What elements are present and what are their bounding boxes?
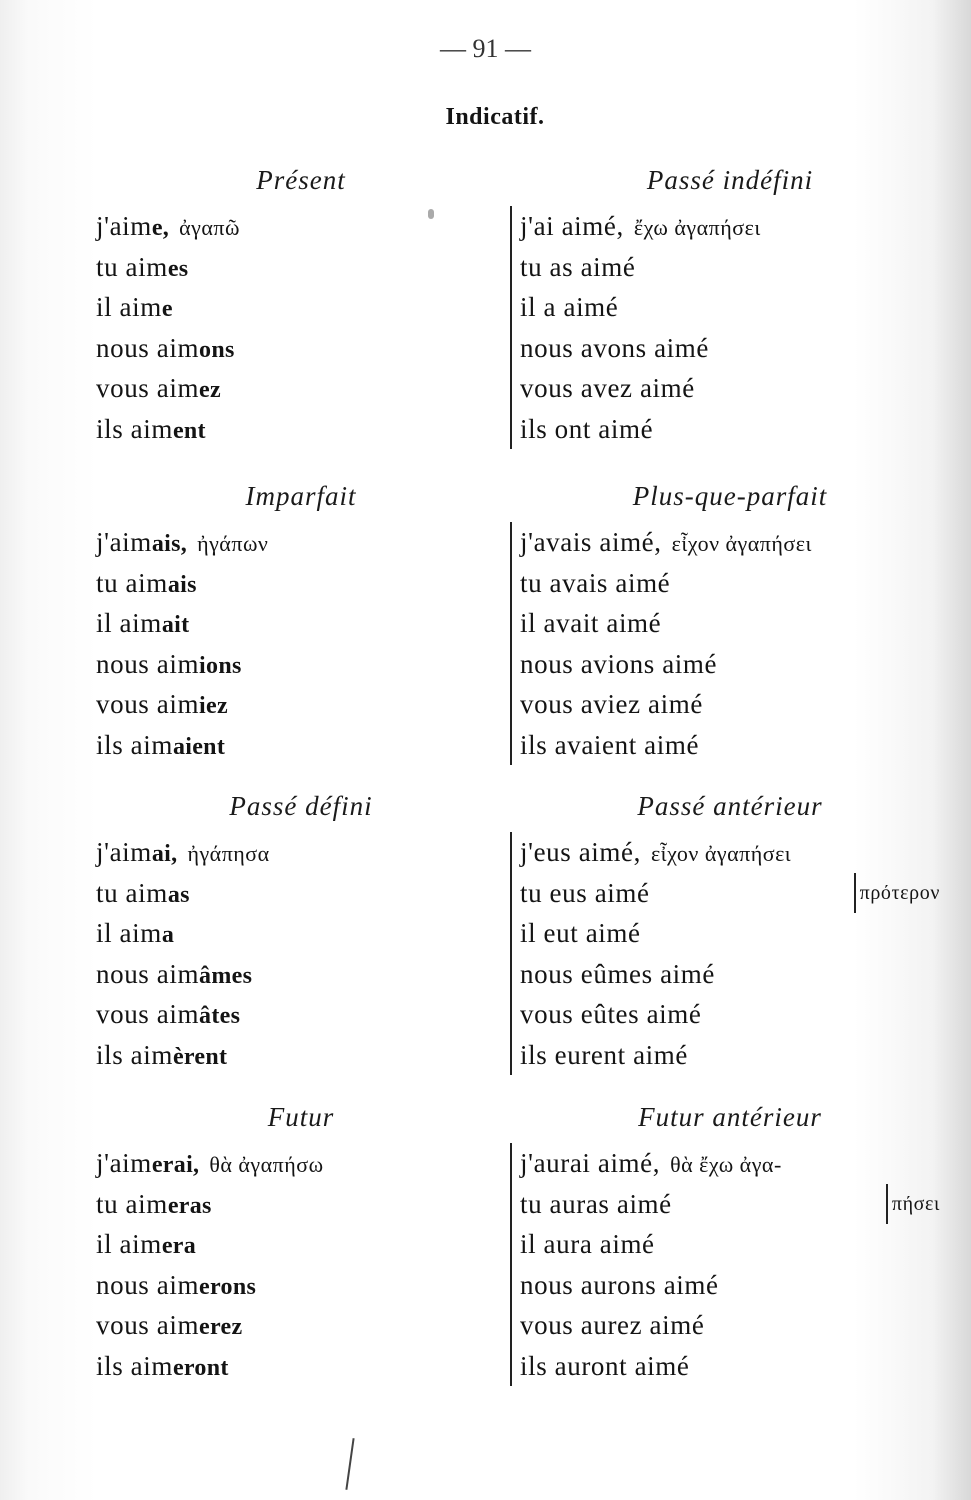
tense-section: [96, 1097, 466, 1386]
conjugation-line: [96, 287, 466, 328]
conjugation-line: [520, 832, 950, 873]
greek-translation: ἠγάπησα: [187, 841, 270, 866]
verb-stem: tu aim: [96, 1188, 168, 1219]
greek-translation: εἶχον ἀγαπήσει: [650, 841, 792, 866]
greek-translation: θὰ ἔχω ἀγα-: [670, 1152, 782, 1177]
conjugation-line: [520, 247, 950, 288]
conjugation-lines: [510, 206, 950, 449]
conjugation-line: [96, 684, 466, 725]
greek-continuation: πρότερον: [854, 873, 940, 914]
verb-form: tu avais aimé: [520, 567, 671, 598]
conjugation-line: [520, 1224, 950, 1265]
verb-stem: j'aim: [96, 837, 152, 867]
verb-form: nous avions aimé: [520, 648, 718, 679]
verb-stem: j'aim: [96, 527, 152, 557]
verb-form: j'aurai aimé,: [520, 1148, 661, 1178]
conjugation-line: [96, 247, 466, 288]
verb-ending: iez: [199, 693, 228, 719]
verb-form: vous avez aimé: [520, 373, 695, 403]
greek-continuation: πήσει: [886, 1184, 940, 1225]
conjugation-line: [96, 1224, 466, 1265]
conjugation-line: [520, 994, 950, 1035]
tense-section: [96, 476, 466, 765]
conjugation-line: [520, 873, 950, 914]
verb-ending: ons: [199, 336, 235, 363]
conjugation-line: [520, 954, 950, 995]
conjugation-line: [520, 684, 950, 725]
tense-title: Plus-que-parfait: [632, 481, 828, 511]
tense-section: [510, 160, 950, 449]
verb-stem: il aim: [96, 292, 162, 322]
verb-form: nous eûmes aimé: [520, 958, 715, 989]
conjugation-line: [520, 913, 950, 954]
page-number: — 91 —: [440, 34, 531, 63]
verb-form: nous avons aimé: [520, 332, 709, 363]
verb-form: vous aviez aimé: [520, 689, 703, 719]
verb-stem: ils aim: [96, 1350, 173, 1381]
conjugation-line: [96, 603, 466, 644]
conjugation-line: [96, 1035, 466, 1076]
tense-title: Passé indéfini: [646, 165, 814, 195]
verb-form: j'eus aimé,: [520, 837, 641, 867]
verb-ending: ions: [199, 652, 242, 679]
verb-form: il eut aimé: [520, 918, 641, 948]
verb-stem: tu aim: [96, 567, 168, 598]
verb-stem: ils aim: [96, 1039, 173, 1070]
conjugation-line: [520, 603, 950, 644]
verb-ending: ais,: [151, 531, 188, 557]
greek-translation: ἔχω ἀγαπήσει: [633, 215, 761, 240]
verb-form: vous eûtes aimé: [520, 999, 702, 1029]
conjugation-line: [96, 1265, 466, 1306]
verb-ending: erai,: [151, 1152, 200, 1178]
verb-ending: era: [161, 1233, 197, 1259]
verb-stem: ils aim: [96, 413, 173, 444]
verb-ending: aient: [172, 733, 226, 760]
conjugation-line: [520, 287, 950, 328]
verb-form: il aura aimé: [520, 1229, 655, 1259]
verb-ending: ez: [199, 377, 221, 403]
greek-translation: θὰ ἀγαπήσω: [209, 1152, 324, 1177]
verb-form: ils ont aimé: [520, 413, 654, 444]
tense-title: Imparfait: [245, 481, 357, 511]
verb-ending: ait: [161, 612, 190, 638]
verb-stem: vous aim: [96, 999, 200, 1029]
verb-ending: es: [167, 255, 189, 282]
conjugation-lines: [96, 522, 466, 765]
conjugation-line: [520, 206, 950, 247]
verb-form: tu as aimé: [520, 251, 636, 282]
verb-stem: j'aim: [96, 1148, 152, 1178]
verb-form: ils auront aimé: [520, 1350, 690, 1381]
verb-stem: ils aim: [96, 729, 173, 760]
conjugation-line: [520, 644, 950, 685]
conjugation-line: [96, 832, 466, 873]
verb-ending: erez: [199, 1314, 243, 1340]
verb-form: ils eurent aimé: [520, 1039, 688, 1070]
verb-ending: as: [167, 881, 190, 908]
verb-ending: ai,: [151, 841, 178, 867]
conjugation-line: [520, 563, 950, 604]
greek-translation: ἠγάπων: [197, 531, 269, 556]
conjugation-lines: [510, 1143, 950, 1386]
verb-stem: j'aim: [96, 211, 152, 241]
conjugation-line: [96, 644, 466, 685]
conjugation-line: [520, 409, 950, 450]
verb-stem: il aim: [96, 918, 162, 948]
tense-title: Passé défini: [229, 791, 373, 821]
paper-speck: [428, 209, 434, 219]
greek-translation: ἀγαπῶ: [179, 215, 240, 240]
conjugation-line: [96, 409, 466, 450]
conjugation-line: [96, 522, 466, 563]
conjugation-line: [520, 1305, 950, 1346]
conjugation-line: [520, 1035, 950, 1076]
conjugation-line: [96, 913, 466, 954]
conjugation-line: [520, 1143, 950, 1184]
conjugation-line: [96, 873, 466, 914]
verb-ending: eront: [172, 1354, 229, 1381]
verb-stem: nous aim: [96, 1269, 200, 1300]
tense-title: Futur: [267, 1102, 335, 1132]
verb-ending: âmes: [199, 962, 253, 989]
tense-section: [96, 786, 466, 1075]
tense-section: [510, 786, 950, 1075]
conjugation-line: [96, 954, 466, 995]
conjugation-line: [96, 563, 466, 604]
tense-title: Passé antérieur: [637, 791, 823, 821]
verb-ending: ent: [172, 417, 206, 444]
verb-stem: nous aim: [96, 648, 200, 679]
tense-title: Futur antérieur: [638, 1102, 822, 1132]
conjugation-line: [520, 1265, 950, 1306]
verb-stem: tu aim: [96, 251, 168, 282]
pen-stroke-mark: [345, 1438, 354, 1490]
verb-form: nous aurons aimé: [520, 1269, 719, 1300]
conjugation-line: [96, 1143, 466, 1184]
verb-ending: eras: [167, 1192, 212, 1219]
conjugation-line: [520, 1184, 950, 1225]
conjugation-lines: [96, 206, 466, 449]
greek-translation: εἶχον ἀγαπήσει: [671, 531, 812, 556]
verb-form: il avait aimé: [520, 608, 662, 638]
verb-stem: vous aim: [96, 373, 200, 403]
verb-form: vous aurez aimé: [520, 1310, 705, 1340]
verb-ending: e: [161, 296, 173, 322]
mood-heading: Indicatif.: [445, 104, 545, 130]
conjugation-line: [520, 1346, 950, 1387]
verb-form: j'avais aimé,: [520, 527, 662, 557]
verb-ending: ais: [167, 571, 197, 598]
conjugation-lines: [96, 832, 466, 1075]
verb-stem: tu aim: [96, 877, 168, 908]
conjugation-line: [96, 1184, 466, 1225]
conjugation-line: [520, 725, 950, 766]
conjugation-line: [96, 1305, 466, 1346]
verb-stem: nous aim: [96, 332, 200, 363]
conjugation-line: [96, 328, 466, 369]
verb-stem: nous aim: [96, 958, 200, 989]
verb-stem: vous aim: [96, 689, 200, 719]
verb-ending: e,: [151, 215, 170, 241]
verb-stem: il aim: [96, 1229, 162, 1259]
verb-form: j'ai aimé,: [520, 211, 624, 241]
conjugation-lines: [510, 522, 950, 765]
verb-form: ils avaient aimé: [520, 729, 700, 760]
verb-form: il a aimé: [520, 292, 619, 322]
tense-section: [510, 476, 950, 765]
conjugation-line: [520, 368, 950, 409]
conjugation-line: [96, 206, 466, 247]
verb-ending: èrent: [172, 1043, 228, 1070]
conjugation-line: [96, 725, 466, 766]
verb-form: tu eus aimé: [520, 877, 650, 908]
conjugation-line: [96, 994, 466, 1035]
tense-section: [510, 1097, 950, 1386]
tense-section: [96, 160, 466, 449]
tense-title: Présent: [256, 165, 346, 195]
conjugation-line: [96, 1346, 466, 1387]
conjugation-line: [96, 368, 466, 409]
conjugation-line: [520, 522, 950, 563]
verb-stem: vous aim: [96, 1310, 200, 1340]
conjugation-line: [520, 328, 950, 369]
verb-form: tu auras aimé: [520, 1188, 672, 1219]
conjugation-lines: [96, 1143, 466, 1386]
verb-ending: âtes: [199, 1003, 241, 1029]
verb-ending: erons: [199, 1273, 257, 1300]
conjugation-lines: [510, 832, 950, 1075]
verb-ending: a: [161, 922, 175, 948]
verb-stem: il aim: [96, 608, 162, 638]
